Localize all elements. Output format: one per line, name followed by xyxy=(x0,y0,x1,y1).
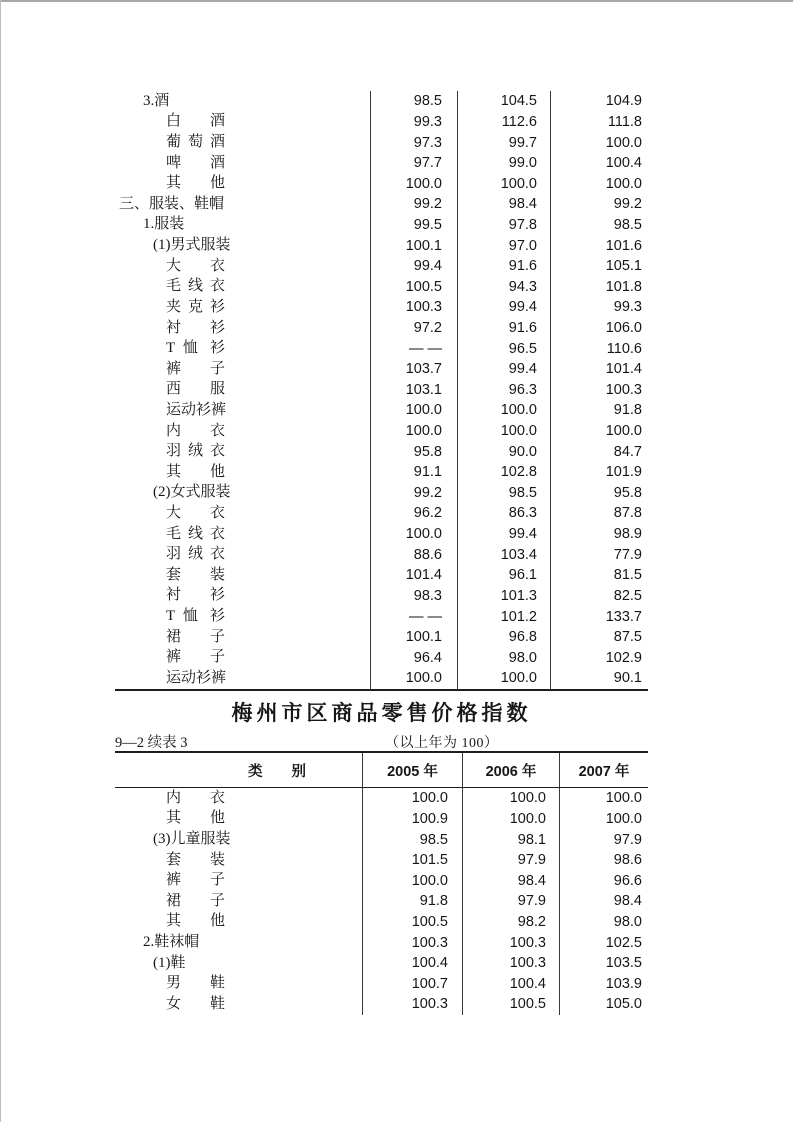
table-row xyxy=(115,870,648,891)
value-2007: 103.9 xyxy=(559,973,648,994)
value-2007: 100.0 xyxy=(550,173,648,194)
value-2007: 101.4 xyxy=(550,359,648,380)
value-2007: 97.9 xyxy=(559,829,648,850)
row-label: 裤 子 xyxy=(166,360,225,377)
value-2005: 99.2 xyxy=(370,483,457,504)
value-2005: 99.5 xyxy=(370,215,457,236)
scan-edge-left xyxy=(0,0,1,1122)
value-2007: 87.5 xyxy=(550,627,648,648)
price-index-table xyxy=(115,751,648,1015)
value-2006: 98.2 xyxy=(462,912,559,933)
value-2005: 97.3 xyxy=(370,132,457,153)
value-2005: 88.6 xyxy=(370,544,457,565)
value-2007: 100.4 xyxy=(550,153,648,174)
category-cell xyxy=(115,132,370,153)
page-title: 梅州市区商品零售价格指数 xyxy=(231,702,532,725)
value-2007: 102.9 xyxy=(550,647,648,668)
value-2006: 104.5 xyxy=(457,91,550,112)
value-2007: 100.0 xyxy=(559,788,648,809)
value-2007: 87.8 xyxy=(550,503,648,524)
category-cell xyxy=(115,276,370,297)
category-cell xyxy=(115,829,362,850)
table-row xyxy=(115,565,648,586)
value-2006: 91.6 xyxy=(457,256,550,277)
row-label: 内 衣 xyxy=(166,789,225,806)
value-2005: 103.1 xyxy=(370,380,457,401)
table-row xyxy=(115,112,648,133)
category-cell xyxy=(115,380,370,401)
value-2006: 86.3 xyxy=(457,503,550,524)
table-row xyxy=(115,503,648,524)
row-label: 2.鞋袜帽 xyxy=(143,934,200,951)
value-2006: 97.0 xyxy=(457,235,550,256)
value-2006: 100.0 xyxy=(457,668,550,689)
value-2006: 103.4 xyxy=(457,544,550,565)
value-2006: 96.3 xyxy=(457,380,550,401)
value-2006: 100.0 xyxy=(457,421,550,442)
value-2006: 99.0 xyxy=(457,153,550,174)
value-2007: 100.0 xyxy=(559,809,648,830)
value-2006: 96.1 xyxy=(457,565,550,586)
value-2005: 100.0 xyxy=(370,400,457,421)
value-2007: 82.5 xyxy=(550,586,648,607)
value-2007: 91.8 xyxy=(550,400,648,421)
value-2006: 100.3 xyxy=(462,953,559,974)
category-cell xyxy=(115,112,370,133)
value-2005: 98.5 xyxy=(362,829,462,850)
value-2007: 98.5 xyxy=(550,215,648,236)
column-header-2005: 2005 年 xyxy=(362,753,462,787)
value-2006: 112.6 xyxy=(457,112,550,133)
row-label: 裙 子 xyxy=(166,628,225,645)
value-2007: 101.9 xyxy=(550,462,648,483)
table-row xyxy=(115,235,648,256)
value-2005: — — xyxy=(370,606,457,627)
value-2006: 100.5 xyxy=(462,994,559,1015)
category-cell xyxy=(115,544,370,565)
value-2007: 81.5 xyxy=(550,565,648,586)
value-2005: 100.7 xyxy=(362,973,462,994)
category-cell xyxy=(115,668,370,689)
row-label: 羽 绒 衣 xyxy=(166,546,225,563)
table-row xyxy=(115,400,648,421)
value-2006: 99.7 xyxy=(457,132,550,153)
value-2007: 84.7 xyxy=(550,441,648,462)
category-cell xyxy=(115,850,362,871)
row-label: 其 他 xyxy=(166,913,225,930)
table-row xyxy=(115,850,648,871)
category-cell xyxy=(115,153,370,174)
row-label: 女 鞋 xyxy=(166,995,225,1012)
value-2006: 100.0 xyxy=(457,173,550,194)
value-2005: 100.1 xyxy=(370,627,457,648)
table-row xyxy=(115,132,648,153)
row-label: 毛 线 衣 xyxy=(166,525,225,542)
table-row xyxy=(115,932,648,953)
table-row xyxy=(115,276,648,297)
table-row xyxy=(115,359,648,380)
value-2005: 96.4 xyxy=(370,647,457,668)
category-cell xyxy=(115,503,370,524)
category-cell xyxy=(115,606,370,627)
value-2007: 106.0 xyxy=(550,318,648,339)
category-cell xyxy=(115,400,370,421)
value-2007: 104.9 xyxy=(550,91,648,112)
value-2007: 100.3 xyxy=(550,380,648,401)
row-label: 裤 子 xyxy=(166,649,225,666)
category-cell xyxy=(115,462,370,483)
value-2005: 100.0 xyxy=(370,173,457,194)
table-row xyxy=(115,668,648,689)
value-2006: 97.8 xyxy=(457,215,550,236)
row-label: (1)男式服装 xyxy=(153,237,231,254)
value-2005: 100.3 xyxy=(362,932,462,953)
table-row xyxy=(115,627,648,648)
row-label: 内 衣 xyxy=(166,422,225,439)
value-2005: 99.3 xyxy=(370,112,457,133)
row-label: 葡 萄 酒 xyxy=(166,134,225,151)
table-row xyxy=(115,421,648,442)
table-row xyxy=(115,891,648,912)
table-row xyxy=(115,647,648,668)
row-label: 毛 线 衣 xyxy=(166,278,225,295)
value-2005: 103.7 xyxy=(370,359,457,380)
value-2006: 90.0 xyxy=(457,441,550,462)
category-cell xyxy=(115,421,370,442)
value-2005: 100.0 xyxy=(370,668,457,689)
table-row xyxy=(115,973,648,994)
value-2007: 105.0 xyxy=(559,994,648,1015)
value-2005: — — xyxy=(370,338,457,359)
value-2005: 100.0 xyxy=(370,421,457,442)
value-2007: 98.0 xyxy=(559,912,648,933)
value-2006: 101.2 xyxy=(457,606,550,627)
value-2006: 102.8 xyxy=(457,462,550,483)
value-2006: 94.3 xyxy=(457,276,550,297)
row-label: 白 酒 xyxy=(166,113,225,130)
value-2006: 98.4 xyxy=(457,194,550,215)
row-label: 啤 酒 xyxy=(166,154,225,171)
category-cell xyxy=(115,586,370,607)
table-row xyxy=(115,994,648,1015)
table-row xyxy=(115,809,648,830)
value-2006: 100.4 xyxy=(462,973,559,994)
row-label: 裤 子 xyxy=(166,872,225,889)
value-2005: 91.8 xyxy=(362,891,462,912)
category-cell xyxy=(115,565,370,586)
value-2007: 95.8 xyxy=(550,483,648,504)
category-cell xyxy=(115,441,370,462)
table-row xyxy=(115,586,648,607)
value-2005: 100.5 xyxy=(362,912,462,933)
value-2005: 91.1 xyxy=(370,462,457,483)
table-row xyxy=(115,173,648,194)
value-2005: 100.0 xyxy=(362,870,462,891)
value-2005: 98.3 xyxy=(370,586,457,607)
value-2006: 100.0 xyxy=(462,809,559,830)
row-label: 裙 子 xyxy=(166,892,225,909)
value-2005: 100.3 xyxy=(370,297,457,318)
value-2006: 97.9 xyxy=(462,850,559,871)
value-2006: 96.5 xyxy=(457,338,550,359)
category-cell xyxy=(115,483,370,504)
row-label: 1.服装 xyxy=(143,216,185,233)
row-label: 其 他 xyxy=(166,175,225,192)
value-2007: 96.6 xyxy=(559,870,648,891)
table-row xyxy=(115,788,648,809)
value-2007: 100.0 xyxy=(550,132,648,153)
row-label: 大 衣 xyxy=(166,257,225,274)
value-2005: 95.8 xyxy=(370,441,457,462)
value-2006: 100.0 xyxy=(457,400,550,421)
value-2006: 99.4 xyxy=(457,359,550,380)
category-cell xyxy=(115,235,370,256)
column-header-category: 类 别 xyxy=(248,763,306,780)
value-2005: 100.4 xyxy=(362,953,462,974)
value-2005: 100.0 xyxy=(362,788,462,809)
category-cell xyxy=(115,194,370,215)
price-index-table-continued xyxy=(115,91,648,691)
table-row xyxy=(115,441,648,462)
row-label: 套 装 xyxy=(166,851,225,868)
value-2007: 90.1 xyxy=(550,668,648,689)
value-2005: 101.4 xyxy=(370,565,457,586)
table-row xyxy=(115,524,648,545)
category-cell xyxy=(115,91,370,112)
row-label: 运动衫裤 xyxy=(166,401,227,418)
category-cell xyxy=(115,627,370,648)
table-row xyxy=(115,606,648,627)
table-row xyxy=(115,215,648,236)
row-label: (3)儿童服装 xyxy=(153,831,231,848)
category-cell xyxy=(115,932,362,953)
value-2007: 133.7 xyxy=(550,606,648,627)
category-cell xyxy=(115,973,362,994)
value-2007: 110.6 xyxy=(550,338,648,359)
category-cell xyxy=(115,359,370,380)
table-header-row xyxy=(115,753,648,788)
category-cell xyxy=(115,297,370,318)
value-2005: 100.9 xyxy=(362,809,462,830)
row-label: 夹 克 衫 xyxy=(166,298,225,315)
value-2007: 99.2 xyxy=(550,194,648,215)
category-cell xyxy=(115,870,362,891)
value-2006: 101.3 xyxy=(457,586,550,607)
value-2006: 99.4 xyxy=(457,297,550,318)
row-label: (1)鞋 xyxy=(153,954,186,971)
value-2006: 98.4 xyxy=(462,870,559,891)
category-cell xyxy=(115,994,362,1015)
value-2007: 98.9 xyxy=(550,524,648,545)
row-label: T 恤 衫 xyxy=(166,340,225,357)
row-label: T 恤 衫 xyxy=(166,608,225,625)
table-row xyxy=(115,544,648,565)
category-cell xyxy=(115,338,370,359)
row-label: 大 衣 xyxy=(166,504,225,521)
row-label: 其 他 xyxy=(166,810,225,827)
table-number-label: 9—2 续表 3 xyxy=(115,735,188,751)
category-cell xyxy=(115,647,370,668)
value-2005: 96.2 xyxy=(370,503,457,524)
table-row xyxy=(115,153,648,174)
table-row xyxy=(115,91,648,112)
table-row xyxy=(115,338,648,359)
table-row xyxy=(115,380,648,401)
value-2007: 102.5 xyxy=(559,932,648,953)
value-2005: 100.1 xyxy=(370,235,457,256)
value-2006: 97.9 xyxy=(462,891,559,912)
category-cell xyxy=(115,953,362,974)
table-row xyxy=(115,194,648,215)
row-label: 西 服 xyxy=(166,381,225,398)
row-label: 3.酒 xyxy=(143,92,170,109)
value-2006: 96.8 xyxy=(457,627,550,648)
value-2005: 99.2 xyxy=(370,194,457,215)
table-row xyxy=(115,829,648,850)
value-2006: 98.0 xyxy=(457,647,550,668)
value-2005: 98.5 xyxy=(370,91,457,112)
table-row xyxy=(115,953,648,974)
value-2007: 111.8 xyxy=(550,112,648,133)
table-row xyxy=(115,912,648,933)
category-cell xyxy=(115,173,370,194)
category-cell xyxy=(115,318,370,339)
value-2006: 98.1 xyxy=(462,829,559,850)
value-2007: 101.8 xyxy=(550,276,648,297)
row-label: 衬 衫 xyxy=(166,587,225,604)
row-label: 衬 衫 xyxy=(166,319,225,336)
value-2007: 105.1 xyxy=(550,256,648,277)
row-label: 三、服装、鞋帽 xyxy=(119,195,225,212)
value-2005: 97.7 xyxy=(370,153,457,174)
value-2006: 100.0 xyxy=(462,788,559,809)
table-row xyxy=(115,297,648,318)
row-label: 运动衫裤 xyxy=(166,669,227,686)
table-row xyxy=(115,318,648,339)
value-2006: 91.6 xyxy=(457,318,550,339)
row-label: 羽 绒 衣 xyxy=(166,443,225,460)
value-2006: 100.3 xyxy=(462,932,559,953)
category-cell xyxy=(115,524,370,545)
value-2006: 98.5 xyxy=(457,483,550,504)
column-header-2007: 2007 年 xyxy=(559,753,648,787)
category-cell xyxy=(115,891,362,912)
base-year-note: （以上年为 100） xyxy=(385,736,499,751)
category-cell xyxy=(115,215,370,236)
row-label: 套 装 xyxy=(166,566,225,583)
row-label: 其 他 xyxy=(166,463,225,480)
value-2005: 97.2 xyxy=(370,318,457,339)
value-2007: 98.6 xyxy=(559,850,648,871)
value-2007: 98.4 xyxy=(559,891,648,912)
table-row xyxy=(115,256,648,277)
row-label: (2)女式服装 xyxy=(153,484,231,501)
value-2007: 103.5 xyxy=(559,953,648,974)
value-2005: 101.5 xyxy=(362,850,462,871)
value-2007: 101.6 xyxy=(550,235,648,256)
value-2005: 100.3 xyxy=(362,994,462,1015)
table-row xyxy=(115,462,648,483)
category-cell xyxy=(115,788,362,809)
row-label: 男 鞋 xyxy=(166,975,225,992)
value-2007: 77.9 xyxy=(550,544,648,565)
category-cell xyxy=(115,256,370,277)
category-cell xyxy=(115,912,362,933)
value-2005: 100.0 xyxy=(370,524,457,545)
scan-edge-top xyxy=(0,0,793,2)
table-row xyxy=(115,483,648,504)
value-2005: 100.5 xyxy=(370,276,457,297)
value-2006: 99.4 xyxy=(457,524,550,545)
column-header-2006: 2006 年 xyxy=(462,753,559,787)
value-2007: 99.3 xyxy=(550,297,648,318)
value-2005: 99.4 xyxy=(370,256,457,277)
category-cell xyxy=(115,809,362,830)
value-2007: 100.0 xyxy=(550,421,648,442)
